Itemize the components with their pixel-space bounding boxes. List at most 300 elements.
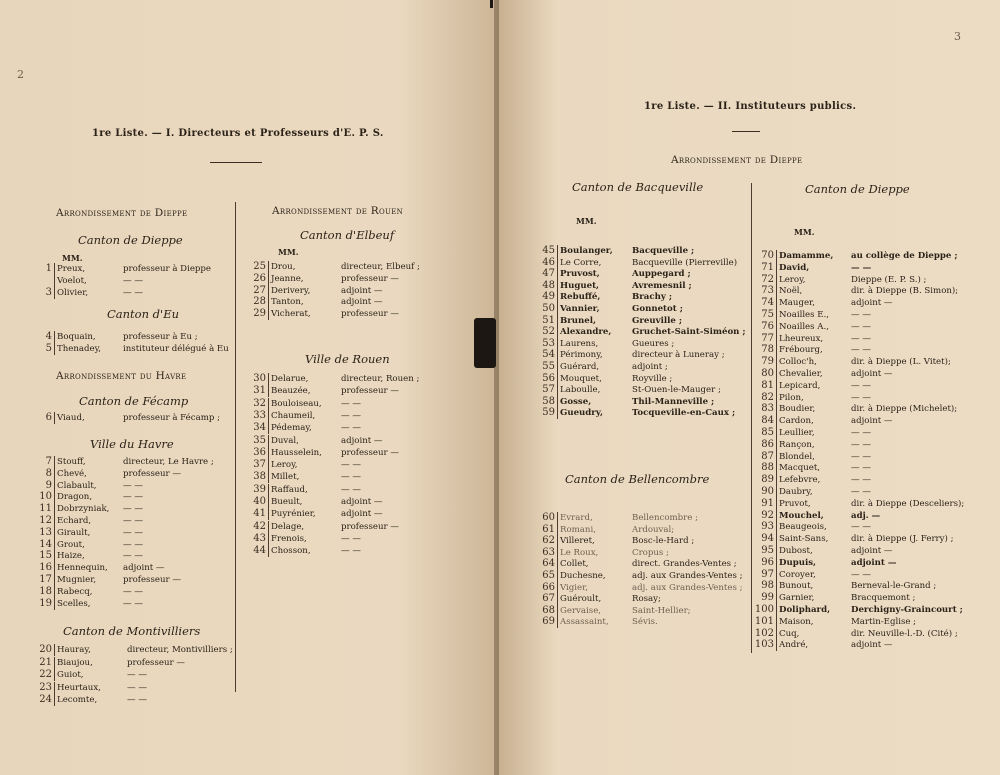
entry-name: Leullier, xyxy=(779,428,815,438)
entry-number: 3 xyxy=(45,287,52,298)
entry-name: Gosse, xyxy=(560,397,592,407)
list-item xyxy=(45,343,261,355)
entry-position: professeur à Eu ; xyxy=(123,332,198,342)
list-item xyxy=(253,296,479,308)
entry-position: adjoint — xyxy=(851,369,893,379)
entry-position: au collège de Dieppe ; xyxy=(851,251,958,261)
entry-number: 63 xyxy=(542,547,555,558)
entry-position: adjoint — xyxy=(341,436,383,446)
entry-number: 9 xyxy=(45,480,52,491)
arrondissement-heading: Arrondissement de Dieppe xyxy=(671,154,803,166)
entry-name: Dragon, xyxy=(57,492,93,502)
entry-name: Laurens, xyxy=(560,339,599,349)
entry-name: Drou, xyxy=(271,262,296,272)
entry-position: adjoint — xyxy=(851,558,897,568)
list-item xyxy=(761,498,1000,510)
entry-name: Cuq, xyxy=(779,629,800,639)
list-item xyxy=(761,368,1000,380)
entry-position: adjoint — xyxy=(851,546,893,556)
entry-position: adjoint ; xyxy=(632,362,668,372)
entry-number: 5 xyxy=(45,343,52,354)
entry-number: 18 xyxy=(39,586,52,597)
entry-position: — — xyxy=(123,276,143,286)
list-item xyxy=(39,527,261,539)
entry-position: — — xyxy=(341,423,361,433)
entry-number: 1 xyxy=(45,263,52,274)
list-item xyxy=(253,533,479,545)
entry-name: Bunout, xyxy=(779,581,814,591)
entry-number: 69 xyxy=(542,616,555,627)
entry-number: 51 xyxy=(542,315,555,326)
entry-position: dir. Neuville-l.-D. (Cité) ; xyxy=(851,629,958,639)
list-item xyxy=(754,616,1000,628)
entry-number: 77 xyxy=(761,333,774,344)
entry-position: adjoint — xyxy=(341,297,383,307)
entry-position: Bracquemont ; xyxy=(851,593,916,603)
list-item xyxy=(54,275,261,287)
entry-name: Noël, xyxy=(779,286,803,296)
entry-name: Echard, xyxy=(57,516,92,526)
entry-position: adjoint — xyxy=(851,298,893,308)
entry-name: Hennequin, xyxy=(57,563,108,573)
list-item xyxy=(39,657,265,669)
list-item xyxy=(39,586,261,598)
entry-name: Jeanne, xyxy=(271,274,304,284)
entry-name: Viaud, xyxy=(57,413,85,423)
list-item xyxy=(39,694,265,706)
entry-number: 85 xyxy=(761,427,774,438)
entry-number: 68 xyxy=(542,605,555,616)
entry-number: 38 xyxy=(253,471,266,482)
list-item xyxy=(45,287,261,299)
entry-number: 76 xyxy=(761,321,774,332)
list-item xyxy=(761,415,1000,427)
entry-position: — — xyxy=(123,481,143,491)
entry-number: 92 xyxy=(761,510,774,521)
entry-position: adj. aux Grandes-Ventes ; xyxy=(632,571,743,581)
entry-number: 27 xyxy=(253,285,266,296)
entry-position: — — xyxy=(123,492,143,502)
entry-position: adjoint — xyxy=(123,563,165,573)
entry-number: 37 xyxy=(253,459,266,470)
entry-name: Maison, xyxy=(779,617,814,627)
entry-number: 81 xyxy=(761,380,774,391)
entry-name: Evrard, xyxy=(560,513,593,523)
list-item xyxy=(761,580,1000,592)
entry-number: 100 xyxy=(754,604,774,615)
list-item xyxy=(542,558,792,570)
list-item xyxy=(39,515,261,527)
list-item xyxy=(754,604,1000,616)
entry-position: — — xyxy=(341,485,361,495)
entry-number: 71 xyxy=(761,262,774,273)
entry-position: adjoint — xyxy=(851,640,893,650)
entry-position: — — xyxy=(851,263,872,273)
binding-mark xyxy=(474,318,496,368)
entry-position: adj. — xyxy=(851,511,881,521)
entry-position: professeur — xyxy=(341,309,399,319)
list-item xyxy=(761,356,1000,368)
entry-number: 58 xyxy=(542,396,555,407)
list-item xyxy=(542,303,792,315)
entry-position: instituteur délégué à Eu xyxy=(123,344,229,354)
entry-position: Avremesnil ; xyxy=(632,281,692,291)
entry-name: Rabecq, xyxy=(57,587,93,597)
entry-name: Hausselein, xyxy=(271,448,322,458)
entry-number: 26 xyxy=(253,273,266,284)
entry-name: Macquet, xyxy=(779,463,821,473)
entry-number: 60 xyxy=(542,512,555,523)
entry-name: Leroy, xyxy=(779,275,806,285)
entry-position: directeur, Elbeuf ; xyxy=(341,262,420,272)
entry-position: Cropus ; xyxy=(632,548,669,558)
entry-name: Romani, xyxy=(560,525,596,535)
entry-position: — — xyxy=(851,310,871,320)
entry-number: 4 xyxy=(45,331,52,342)
entry-name: Hauray, xyxy=(57,645,91,655)
entry-name: Derivery, xyxy=(271,286,311,296)
list-item xyxy=(39,574,261,586)
entry-number: 52 xyxy=(542,326,555,337)
entry-position: — — xyxy=(123,528,143,538)
list-item xyxy=(253,410,479,422)
list-item xyxy=(761,403,1000,415)
entry-number: 46 xyxy=(542,257,555,268)
entry-name: Mauger, xyxy=(779,298,815,308)
entry-position: Thil-Manneville ; xyxy=(632,397,715,407)
entry-name: Rançon, xyxy=(779,440,815,450)
entry-number: 53 xyxy=(542,338,555,349)
list-item xyxy=(39,562,261,574)
entry-number: 25 xyxy=(253,261,266,272)
entry-number: 89 xyxy=(761,474,774,485)
entry-position: — — xyxy=(123,504,143,514)
entry-number: 75 xyxy=(761,309,774,320)
entry-number: 30 xyxy=(253,373,266,384)
entry-number: 73 xyxy=(761,285,774,296)
entry-name: Dupuis, xyxy=(779,558,817,568)
entry-number: 66 xyxy=(542,582,555,593)
list-item xyxy=(542,349,792,361)
entry-number: 57 xyxy=(542,384,555,395)
entry-position: dir. à Dieppe (B. Simon); xyxy=(851,286,959,296)
entry-name: Guérard, xyxy=(560,362,600,372)
list-item xyxy=(39,644,265,656)
entry-name: Gervaise, xyxy=(560,606,602,616)
entry-name: Cardon, xyxy=(779,416,814,426)
entry-position: — — xyxy=(123,516,143,526)
entry-number: 78 xyxy=(761,344,774,355)
entry-number: 14 xyxy=(39,539,52,550)
entry-name: Mugnier, xyxy=(57,575,97,585)
entry-number: 49 xyxy=(542,291,555,302)
entry-position: Berneval-le-Grand ; xyxy=(851,581,937,591)
list-item xyxy=(542,268,792,280)
entry-number: 91 xyxy=(761,498,774,509)
entry-number: 32 xyxy=(253,398,266,409)
entry-number: 72 xyxy=(761,274,774,285)
entry-position: Ardouval; xyxy=(632,525,675,535)
list-item xyxy=(39,503,261,515)
entry-position: Saint-Hellier; xyxy=(632,606,691,616)
list-item xyxy=(253,496,479,508)
list-item xyxy=(253,447,479,459)
entry-name: Le Corre, xyxy=(560,258,602,268)
entry-name: Thenadey, xyxy=(57,344,102,354)
entry-number: 101 xyxy=(754,616,774,627)
list-item xyxy=(253,521,479,533)
entry-position: — — xyxy=(341,534,361,544)
entry-number: 47 xyxy=(542,268,555,279)
entry-position: Brachy ; xyxy=(632,292,672,302)
entry-position: professeur — xyxy=(127,658,185,668)
entry-name: Coroyer, xyxy=(779,570,816,580)
list-item xyxy=(542,570,792,582)
entry-name: Damamme, xyxy=(779,251,834,261)
list-item xyxy=(45,456,261,468)
canton-heading: Ville de Rouen xyxy=(305,352,390,366)
entry-number: 96 xyxy=(761,557,774,568)
list-item xyxy=(761,474,1000,486)
entry-position: — — xyxy=(851,381,871,391)
entry-name: Preux, xyxy=(57,264,86,274)
entry-number: 93 xyxy=(761,521,774,532)
entry-position: — — xyxy=(851,393,871,403)
entry-name: Boquain, xyxy=(57,332,96,342)
canton-heading: Canton de Montivilliers xyxy=(63,624,201,638)
list-item xyxy=(542,291,792,303)
divider xyxy=(732,131,760,132)
entry-name: Heurtaux, xyxy=(57,683,101,693)
entry-position: — — xyxy=(851,322,871,332)
entry-number: 90 xyxy=(761,486,774,497)
entry-number: 10 xyxy=(39,491,52,502)
entry-position: dir. à Dieppe (L. Vitet); xyxy=(851,357,951,367)
entry-name: Daubry, xyxy=(779,487,813,497)
list-item xyxy=(45,263,261,275)
entry-position: dir. à Dieppe (Desceliers); xyxy=(851,499,965,509)
entry-number: 16 xyxy=(39,562,52,573)
entry-position: Bosc-le-Hard ; xyxy=(632,536,695,546)
entry-position: — — xyxy=(127,683,147,693)
entry-number: 8 xyxy=(45,468,52,479)
entry-name: David, xyxy=(779,263,810,273)
entry-name: Doliphard, xyxy=(779,605,831,615)
list-item xyxy=(253,435,479,447)
entry-position: directeur, Le Havre ; xyxy=(123,457,214,467)
arrondissement-heading: Arrondissement de Rouen xyxy=(272,205,404,217)
entry-position: direct. Grandes-Ventes ; xyxy=(632,559,737,569)
entry-position: Rosay; xyxy=(632,594,661,604)
entry-position: directeur, Montivilliers ; xyxy=(127,645,233,655)
list-item xyxy=(761,344,1000,356)
entry-position: Royville ; xyxy=(632,374,673,384)
entry-name: Boulanger, xyxy=(560,246,613,256)
list-item xyxy=(761,592,1000,604)
entry-position: Dieppe (E. P. S.) ; xyxy=(851,275,927,285)
entry-name: Pruvost, xyxy=(560,269,600,279)
list-item xyxy=(253,508,479,520)
entry-name: Dobrzyniak, xyxy=(57,504,110,514)
page-number: 2 xyxy=(17,68,24,81)
entry-name: Gueudry, xyxy=(560,408,604,418)
canton-heading: Canton de Dieppe xyxy=(805,182,910,196)
list-item xyxy=(253,308,479,320)
entry-position: professeur — xyxy=(341,274,399,284)
entry-position: Gueures ; xyxy=(632,339,675,349)
entry-position: professeur à Fécamp ; xyxy=(123,413,220,423)
entry-position: professeur — xyxy=(341,448,399,458)
list-item xyxy=(761,262,1000,274)
list-item xyxy=(542,326,792,338)
entry-name: Chevé, xyxy=(57,469,87,479)
entry-position: — — xyxy=(851,452,871,462)
entry-position: adjoint — xyxy=(341,497,383,507)
entry-number: 35 xyxy=(253,435,266,446)
page-number: 3 xyxy=(954,30,961,43)
mm-label: MM. xyxy=(278,247,299,257)
list-title: 1re Liste. — II. Instituteurs publics. xyxy=(644,101,857,112)
list-item xyxy=(253,471,479,483)
entry-number: 83 xyxy=(761,403,774,414)
list-item xyxy=(45,412,261,424)
entry-position: — — xyxy=(127,670,147,680)
list-item xyxy=(761,427,1000,439)
entry-number: 56 xyxy=(542,373,555,384)
entry-position: — — xyxy=(851,440,871,450)
list-item xyxy=(253,398,479,410)
entry-name: Brunel, xyxy=(560,316,597,326)
entry-position: — — xyxy=(341,546,361,556)
mm-label: MM. xyxy=(576,216,597,226)
entry-number: 80 xyxy=(761,368,774,379)
entry-number: 23 xyxy=(39,682,52,693)
entry-position: Sévis. xyxy=(632,617,658,627)
entry-name: Pédemay, xyxy=(271,423,312,433)
entry-position: Derchigny-Graincourt ; xyxy=(851,605,963,615)
entry-name: Beaugeois, xyxy=(779,522,827,532)
list-item xyxy=(253,273,479,285)
entry-position: Tocqueville-en-Caux ; xyxy=(632,408,736,418)
entry-name: Noailles E., xyxy=(779,310,830,320)
entry-name: Villeret, xyxy=(560,536,595,546)
entry-position: dir. à Dieppe (J. Ferry) ; xyxy=(851,534,954,544)
entry-name: Voelot, xyxy=(57,276,87,286)
entry-position: — — xyxy=(123,587,143,597)
entry-position: — — xyxy=(127,695,147,705)
entry-number: 34 xyxy=(253,422,266,433)
entry-position: — — xyxy=(851,345,871,355)
canton-heading: Canton d'Eu xyxy=(107,307,179,321)
entry-number: 64 xyxy=(542,558,555,569)
entry-number: 82 xyxy=(761,392,774,403)
entry-number: 42 xyxy=(253,521,266,532)
list-item xyxy=(761,285,1000,297)
entry-number: 99 xyxy=(761,592,774,603)
list-item xyxy=(761,545,1000,557)
entry-number: 62 xyxy=(542,535,555,546)
list-item xyxy=(542,535,792,547)
entry-position: St-Ouen-le-Mauger ; xyxy=(632,385,721,395)
entry-position: — — xyxy=(123,288,143,298)
entry-name: Olivier, xyxy=(57,288,89,298)
list-item xyxy=(45,468,261,480)
entry-name: Lepicard, xyxy=(779,381,821,391)
entry-name: Biaujou, xyxy=(57,658,93,668)
list-item xyxy=(542,384,792,396)
entry-position: directeur à Luneray ; xyxy=(632,350,725,360)
entry-number: 59 xyxy=(542,407,555,418)
list-item xyxy=(542,245,792,257)
list-item xyxy=(39,682,265,694)
entry-position: directeur, Rouen ; xyxy=(341,374,420,384)
entry-number: 67 xyxy=(542,593,555,604)
entry-number: 12 xyxy=(39,515,52,526)
arrondissement-heading: Arrondissement du Havre xyxy=(56,370,187,382)
list-item xyxy=(761,557,1000,569)
entry-name: Puyrénier, xyxy=(271,509,316,519)
mm-label: MM. xyxy=(794,227,815,237)
canton-heading: Canton d'Elbeuf xyxy=(300,228,395,242)
entry-position: professeur — xyxy=(341,386,399,396)
entry-number: 87 xyxy=(761,451,774,462)
entry-position: — — xyxy=(341,411,361,421)
entry-name: Vannier, xyxy=(560,304,600,314)
list-item xyxy=(542,361,792,373)
entry-number: 74 xyxy=(761,297,774,308)
entry-name: Lheureux, xyxy=(779,334,824,344)
entry-position: adj. aux Grandes-Ventes ; xyxy=(632,583,743,593)
entry-number: 11 xyxy=(39,503,52,514)
entry-number: 20 xyxy=(39,644,52,655)
entry-position: adjoint — xyxy=(851,416,893,426)
entry-name: Grout, xyxy=(57,540,85,550)
list-item xyxy=(542,512,792,524)
arrondissement-heading: Arrondissement de Dieppe xyxy=(56,207,188,219)
entry-name: Blondel, xyxy=(779,452,815,462)
entry-position: — — xyxy=(851,570,871,580)
list-item xyxy=(253,545,479,557)
canton-heading: Canton de Bellencombre xyxy=(565,472,710,486)
entry-position: Martin-Eglise ; xyxy=(851,617,917,627)
entry-number: 17 xyxy=(39,574,52,585)
entry-name: Girault, xyxy=(57,528,91,538)
entry-number: 7 xyxy=(45,456,52,467)
entry-number: 36 xyxy=(253,447,266,458)
entry-number: 45 xyxy=(542,245,555,256)
list-item xyxy=(761,462,1000,474)
list-item xyxy=(253,373,479,385)
entry-position: — — xyxy=(341,472,361,482)
entry-position: — — xyxy=(123,551,143,561)
list-item xyxy=(761,309,1000,321)
entry-number: 24 xyxy=(39,694,52,705)
entry-position: Greuville ; xyxy=(632,316,683,326)
list-title: 1re Liste. — I. Directeurs et Professeurs d'E. P. S. xyxy=(92,128,384,139)
canton-heading: Ville du Havre xyxy=(90,437,174,451)
entry-name: Stouff, xyxy=(57,457,86,467)
entry-number: 86 xyxy=(761,439,774,450)
binding-tick xyxy=(490,0,493,8)
entry-number: 40 xyxy=(253,496,266,507)
list-item xyxy=(761,321,1000,333)
entry-position: Bellencombre ; xyxy=(632,513,698,523)
entry-position: professeur à Dieppe xyxy=(123,264,211,274)
entry-name: Chaumeil, xyxy=(271,411,316,421)
entry-name: Guéroult, xyxy=(560,594,602,604)
entry-number: 55 xyxy=(542,361,555,372)
entry-name: Huguet, xyxy=(560,281,600,291)
